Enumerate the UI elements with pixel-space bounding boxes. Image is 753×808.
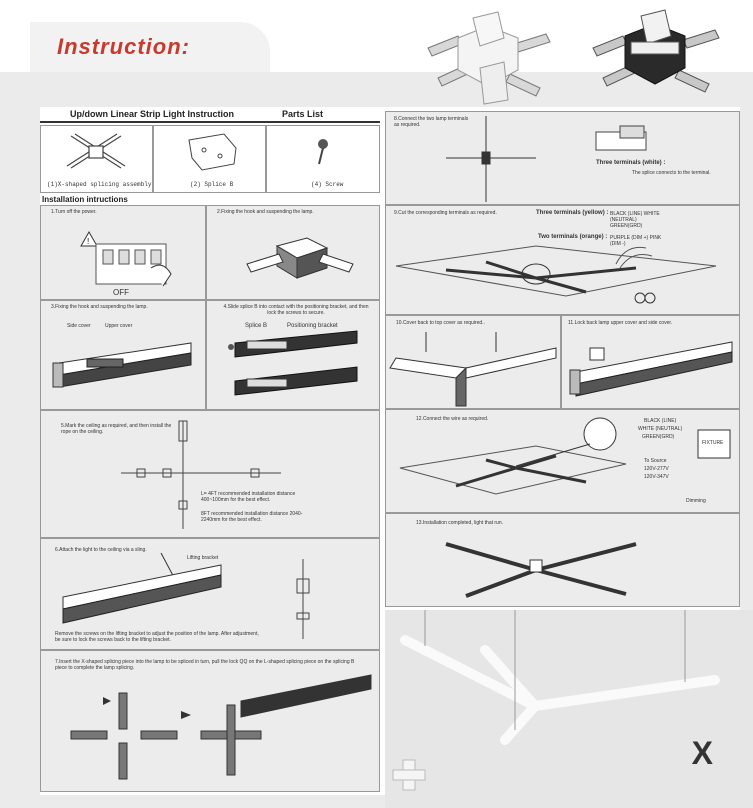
switch-panel-icon [41, 218, 205, 298]
step-8-text: 8.Connect the two lamp terminals as required. [394, 116, 469, 128]
lifting-bracket-label: Lifting bracket [187, 555, 219, 561]
step-4-panel [206, 300, 380, 410]
step-9-text: 9.Cut the corresponding terminals as required. [394, 210, 497, 216]
cut-terminal-diagram [386, 206, 739, 314]
step-6-panel [40, 538, 380, 650]
lamp-cover-icon [41, 309, 205, 409]
wire-black-label: BLACK (LINE) [644, 418, 677, 424]
step-10-panel [385, 315, 561, 409]
wire-white-label: WHITE (NEUTRAL) [638, 426, 683, 432]
step-12-text: 12.Connect the wire as required. [416, 416, 489, 422]
screw-icon [267, 126, 379, 176]
svg-text:!: ! [87, 237, 90, 246]
step-1-text: 1.Turn off the power. [51, 209, 97, 215]
wiring-diagram [386, 410, 739, 512]
step-12-panel [385, 409, 740, 513]
step-1-panel [40, 205, 206, 300]
product-x-mark: X [691, 735, 713, 771]
splice-b-icon [154, 126, 265, 176]
step-5-text: 5.Mark the ceiling as required, and then install the rope on the ceiling. [61, 423, 172, 435]
terminal-connection-diagram [386, 112, 739, 204]
manual-title: Up/down Linear Strip Light Instruction [70, 109, 234, 119]
fixture-label: FIXTURE [702, 440, 724, 446]
step-5-note-2: 8FT recommended installation distance 2040-2240mm for the best effect. [201, 511, 303, 523]
x-splice-assembly-diagram [41, 671, 379, 791]
step-13-text: 13.Installation completed, light that run. [416, 520, 503, 526]
page-title: Instruction: [57, 34, 190, 59]
yellow-terminals-values: BLACK (LINE) WHITE (NEUTRAL) GREEN(GRD) [610, 211, 660, 229]
three-terminals-white-label: Three terminals (white) : [596, 160, 666, 166]
side-cover-label: Side cover [67, 323, 91, 329]
top-cover-diagram [386, 328, 560, 408]
step-6-note: Remove the screws on the lifting bracket to adjust the position of the lamp. After adjustment, be sure to lock the screws back to the lifting bracket. [55, 631, 259, 643]
orange-terminals-values: PURPLE (DIM +) PINK (DIM -) [610, 235, 662, 247]
part-label: (1)X-shaped splicing assembly [47, 181, 152, 188]
completed-lamp-diagram [386, 514, 739, 606]
parts-list-title: Parts List [282, 109, 324, 119]
part-label: (2) Splice B [190, 181, 234, 188]
step-10-text: 10.Cover back to top cover as required.. [396, 320, 485, 326]
part-screw [266, 125, 380, 193]
install-title: Installation intructions [42, 195, 128, 204]
product-photo [385, 610, 753, 808]
voltage-1-label: 120V-277V [644, 466, 669, 472]
step-2-text: 2.Fixing the hook and suspending the lamp. [217, 209, 314, 215]
upper-cover-label: Upper cover [105, 323, 133, 329]
step-6-text: 6.Attach the light to the ceiling via a sling. [55, 547, 147, 553]
x-splice-icon [41, 126, 152, 176]
step-5-note-1: L= 4FT recommended installation distance 400~100mm for the best effect. [201, 491, 296, 503]
positioning-bracket-label: Positioning bracket [287, 323, 338, 329]
yellow-terminals-label: Three terminals (yellow) : [536, 210, 609, 216]
step-13-panel [385, 513, 740, 607]
step-2-panel [206, 205, 380, 300]
splice-b-label: Splice B [245, 323, 268, 329]
sling-diagram [41, 549, 379, 639]
orange-terminals-label: Two terminals (orange) : [538, 234, 608, 240]
x-connector-white-image [418, 8, 558, 108]
step-7-text: 7.Insert the X-shaped splicing piece into the lamp to be spliced in turn, pull the lock QQ on the L-shaped splicing piece on the splicing B piece to complete the lamp splicing. [55, 659, 355, 671]
part-label: (4) Screw [311, 181, 344, 188]
left-column [40, 107, 380, 795]
voltage-2-label: 120V-347V [644, 474, 669, 480]
off-label: OFF [113, 288, 129, 297]
step-4-text: 4.Slide splice B into contact with the positioning bracket, and then lock the screws to secure. [223, 304, 369, 316]
to-source-label: To Source [644, 458, 667, 464]
lock-cover-diagram [562, 328, 739, 408]
step-7-panel [40, 650, 380, 792]
manual-header [40, 107, 380, 123]
step-11-text: 11.Lock back lamp upper cover and side cover. [568, 320, 673, 326]
splice-insert-icon [207, 309, 379, 409]
step-5-panel [40, 410, 380, 538]
wire-green-label: GREEN(GRD) [642, 434, 675, 440]
dimming-label: Dimming [686, 498, 706, 504]
step-8-panel [385, 111, 740, 205]
step-11-panel [561, 315, 740, 409]
step-9-panel [385, 205, 740, 315]
step-3-text: 3.Fixing the hook and suspending the lamp. [51, 304, 148, 310]
x-connector-black-image [585, 6, 725, 106]
part-splice-b [153, 125, 266, 193]
hook-assembly-icon [207, 218, 379, 298]
cross-lamp-photo [385, 610, 753, 808]
splice-terminal-label: The splice connects to the terminal. [632, 170, 711, 176]
step-3-panel [40, 300, 206, 410]
part-x-splice [40, 125, 153, 193]
